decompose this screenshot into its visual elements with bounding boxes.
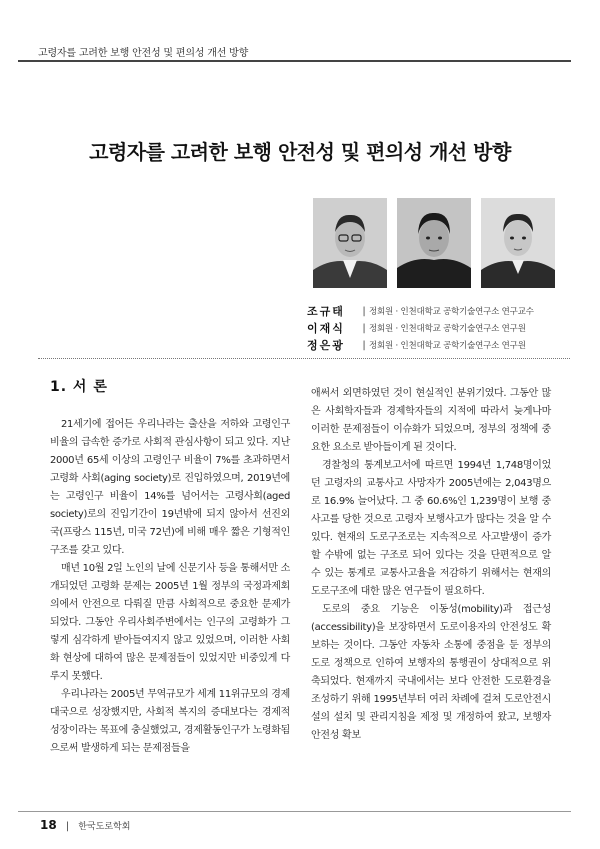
right-column: [311, 385, 551, 745]
body-paragraph: 21세기에 접어든 우리나라는 출산을 저하와 고령인구 비율의 급속한 증가로 사회적 관심사항이 되고 있다. 지난 2000년 65세 이상의 고령인구 비율이 7%를 초과하면서 고령화 사회(aging society)로 진입하였으며, 2019년에는 고령인구 비율이 14%를 넘어서는 고령사회(aged society)로의 진입기간이 19년밖에 되지 않아서 선진외국(프랑스 115년, 미국 72년)에 비해 매우 짧은 기형적인 구조를 갖고 있다.: [50, 419, 290, 556]
author-separator: |: [362, 305, 366, 317]
author-row: [307, 302, 534, 320]
article-title: 고령자를 고려한 보행 안전성 및 편의성 개선 방향: [89, 140, 511, 164]
footer-rule: [18, 811, 571, 812]
author-name: 정은광: [307, 339, 345, 352]
page-number: 18: [40, 818, 57, 832]
footer-separator: |: [65, 821, 70, 832]
left-column: [50, 376, 290, 758]
body-paragraph: 우리나라는 2005년 무역규모가 세계 11위규모의 경제 대국으로 성장했지만, 사회적 복지의 증대보다는 경제적 성장이라는 목표에 충실했었고, 경제활동인구가 노령화됨으로써 발생하게 되는 문제점들을: [50, 689, 290, 754]
header-rule: [18, 60, 571, 62]
author-photo-2: [397, 198, 471, 288]
running-header: 고령자를 고려한 보행 안전성 및 편의성 개선 방향: [38, 48, 249, 59]
author-affiliation: 정회원 · 인천대학교 공학기술연구소 연구원: [369, 324, 526, 334]
author-name: 이재식: [307, 322, 345, 335]
author-affiliation: 정회원 · 인천대학교 공학기술연구소 연구원: [369, 341, 526, 351]
author-photo-3: [481, 198, 555, 288]
author-name: 조규태: [307, 305, 345, 318]
body-paragraph: 도로의 중요 기능은 이동성(mobility)과 접근성(accessibility)을 보장하면서 도로이용자의 안전성도 확보하는 것이다. 그동안 자동차 소통에 중점을 둔 정부의 도로 정책으로 인하여 보행자의 통행권이 상대적으로 위축되었다. 현재까지 국내에서는 보다 안전한 도로환경을 조성하기 위해 1995년부터 여러 차례에 걸쳐 도로안전시설의 설치 및 관리지침을 제정 및 개정하여 왔고, 보행자 안전성 확보: [311, 604, 551, 741]
author-row: [307, 319, 526, 337]
page-footer: [40, 814, 130, 833]
body-paragraph: 경찰청의 통계보고서에 따르면 1994년 1,748명이었던 고령자의 교통사고 사망자가 2005년에는 2,043명으로 16.9% 늘어났다. 그 중 60.6%인 1,239명이 보행 중 사고를 당한 것으로 고령자 보행사고가 많다는 것을 알 수 있다. 현재의 도로구조로는 지속적으로 사고발생이 증가할 수밖에 없는 구조로 되어 있다는 것을 단편적으로 알 수 있는 통계로 교통사고율을 저감하기 위해서는 현재의 도로구조에 대한 많은 연구들이 필요하다.: [311, 460, 551, 597]
author-photo-1: [313, 198, 387, 288]
author-separator: |: [362, 322, 366, 334]
section-divider: [38, 358, 570, 359]
author-separator: |: [362, 339, 366, 351]
author-row: [307, 336, 526, 354]
author-affiliation: 정회원 · 인천대학교 공학기술연구소 연구교수: [369, 307, 534, 317]
body-paragraph: 매년 10월 2일 노인의 날에 신문기사 등을 통해서만 소개되었던 고령화 문제는 2005년 1월 정부의 국정과제회의에서 안전으로 다뤄질 만큼 사회적으로 중요한 문제가 되었다. 그동안 우리사회주변에서는 인구의 고령화가 그렇게 심각하게 받아들여지지 않고 있었으며, 이러한 사회화 현상에 대하여 많은 문제점들이 있었지만 비중있게 다루지 못했다.: [50, 563, 290, 682]
body-paragraph: 애써서 외면하였던 것이 현실적인 분위기였다. 그동안 많은 사회학자들과 경제학자들의 지적에 따라서 늦게나마 이러한 문제점들이 이슈화가 되었으며, 정부의 정책에 중요한 요소로 받아들이게 된 것이다.: [311, 388, 551, 453]
section-heading: 1. 서 론: [50, 379, 108, 395]
journal-name: 한국도로학회: [78, 822, 131, 832]
